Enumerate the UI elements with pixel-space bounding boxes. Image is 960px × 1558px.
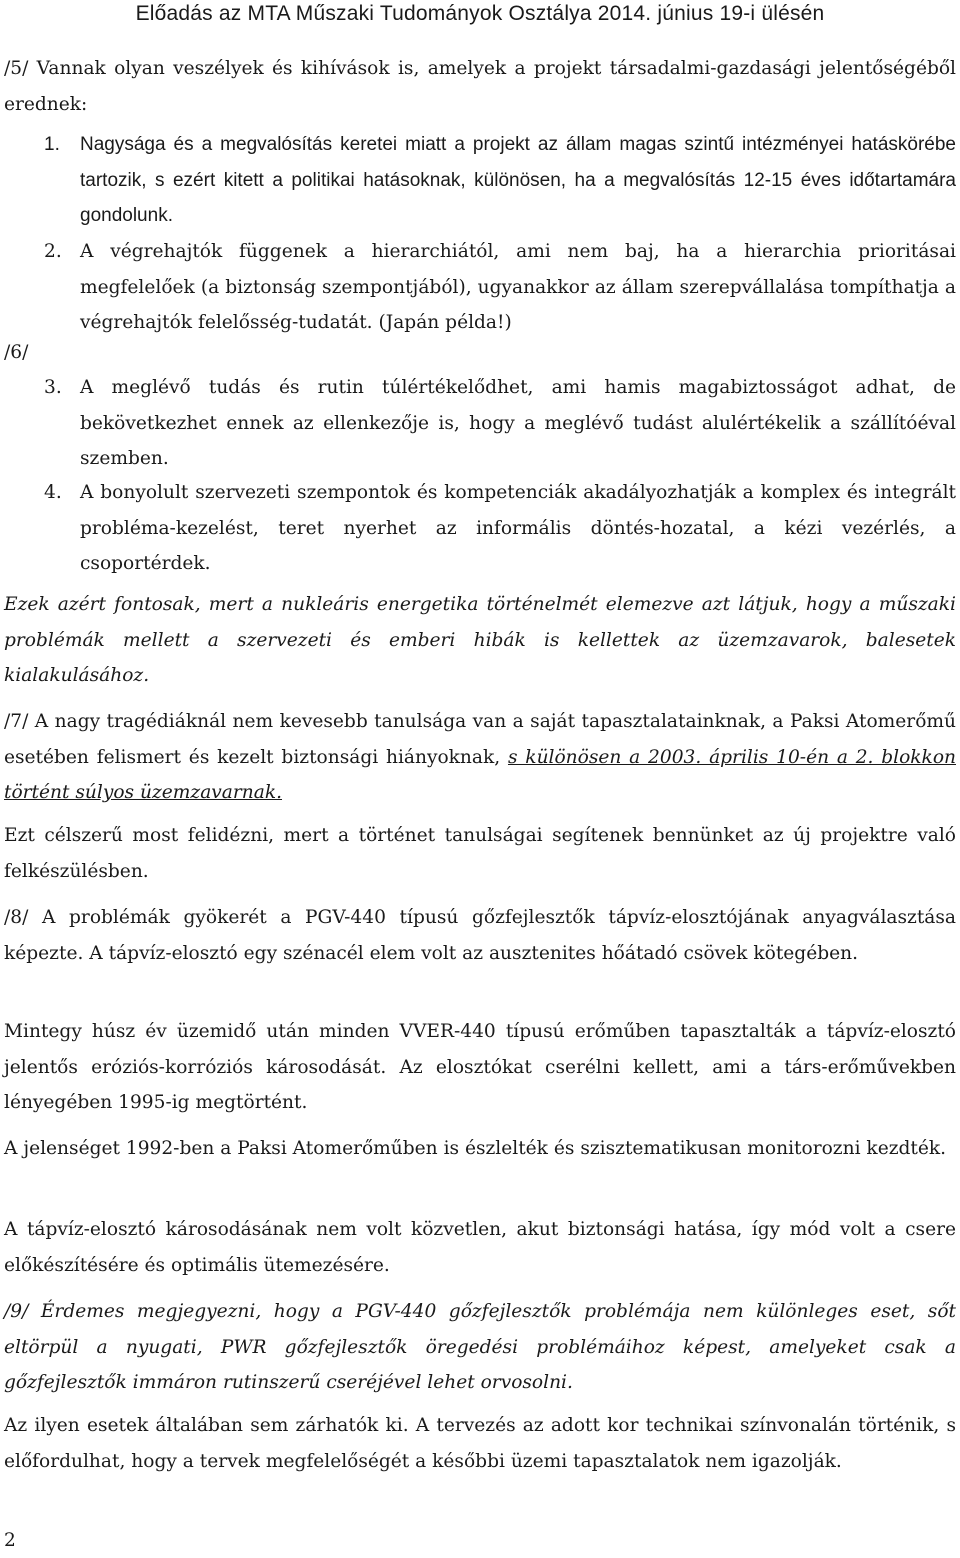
list-text: A meglévő tudás és rutin túlértékelődhet, ami hamis magabiztosságot adhat, de bekövetkezhet ennek az ellenkezője is, hogy a meglévő tudást alulértékelik a szállítóéval szemben. bbox=[80, 377, 956, 469]
list-number: 4. bbox=[44, 482, 62, 503]
page-header: Előadás az MTA Műszaki Tudományok Osztálya 2014. június 19-i ülésén bbox=[135, 2, 825, 25]
paragraph-7 bbox=[4, 704, 956, 811]
paragraph-jelenseg: A jelenséget 1992-ben a Paksi Atomerőműben is észlelték és szisztematikusan monitorozni kezdték. bbox=[4, 1138, 947, 1159]
paragraph-9: /9/ Érdemes megjegyezni, hogy a PGV-440 gőzfejlesztők problémája nem különleges eset, sőt eltörpül a nyugati, PWR gőzfejlesztők öregedési problémáihoz képest, amelyeket csak a gőzfejlesztők immáron rutinszerű cseréjével lehet orvosolni. bbox=[4, 1301, 956, 1393]
section-label-6: /6/ bbox=[4, 342, 29, 363]
list-number: 2. bbox=[44, 241, 62, 262]
paragraph-5: /5/ Vannak olyan veszélyek és kihívások is, amelyek a projekt társadalmi-gazdasági jelentőségéből erednek: bbox=[4, 58, 956, 115]
list-item-4 bbox=[44, 475, 956, 582]
italic-paragraph: Ezek azért fontosak, mert a nukleáris energetika történelmét elemezve azt látjuk, hogy a műszaki problémák mellett a szervezeti és emberi hibák is kellettek az üzemzavarok, balesetek kialakulásához. bbox=[4, 594, 956, 686]
list-number: 1. bbox=[44, 134, 60, 155]
page-number: 2 bbox=[4, 1530, 16, 1551]
paragraph-8: /8/ A problémák gyökerét a PGV-440 típusú gőzfejlesztők tápvíz-elosztójának anyagválasztása képezte. A tápvíz-elosztó egy szénacél elem volt az ausztenites hőátadó csövek kötegében. bbox=[4, 907, 956, 964]
paragraph-tapviz: A tápvíz-elosztó károsodásának nem volt közvetlen, akut biztonsági hatása, így mód volt a csere előkészítésére és optimális ütemezésére. bbox=[4, 1219, 956, 1276]
paragraph-ezt: Ezt célszerű most felidézni, mert a történet tanulságai segítenek bennünket az új projektre való felkészülésben. bbox=[4, 825, 956, 882]
underlined-text: s különösen a 2003. április 10-én a 2. blokkon történt súlyos üzemzavarnak. bbox=[4, 746, 956, 803]
list-item-2 bbox=[44, 234, 956, 341]
list-text: A végrehajtók függenek a hierarchiától, ami nem baj, ha a hierarchia prioritásai megfelelőek (a biztonság szempontjából), ugyanakkor az állam szerepvállalása tompíthatja a végrehajtók felelősség-tudatát. (Japán példa!) bbox=[80, 241, 956, 333]
list-text: Nagysága és a megvalósítás keretei miatt a projekt az állam magas szintű intézményei hatáskörébe tartozik, s ezért kitett a politikai hatásoknak, különösen, ha a megvalósítás 12-15 éves időtartamára gondolunk. bbox=[80, 134, 956, 226]
paragraph-ilyen: Az ilyen esetek általában sem zárhatók ki. A tervezés az adott kor technikai színvonalán történik, s előfordulhat, hogy a tervek megfelelőségét a későbbi üzemi tapasztalatok nem igazolják. bbox=[4, 1415, 956, 1472]
list-item-1 bbox=[44, 127, 956, 234]
paragraph-mintegy: Mintegy húsz év üzemidő után minden VVER-440 típusú erőműben tapasztalták a tápvíz-elosztó jelentős eróziós-korróziós károsodását. Az elosztókat cserélni kellett, ami a társ-erőművekben lényegében 1995-ig megtörtént. bbox=[4, 1021, 956, 1113]
list-number: 3. bbox=[44, 377, 62, 398]
list-text: A bonyolult szervezeti szempontok és kompetenciák akadályozhatják a komplex és integrált probléma-kezelést, teret nyerhet az informális döntés-hozatal, a kézi vezérlés, a csoportérdek. bbox=[80, 482, 956, 574]
paragraph-7-text: /7/ A nagy tragédiáknál nem kevesebb tanulsága van a saját tapasztalatainknak, a Paksi Atomerőmű esetében felismert és kezelt biztonsági hiányoknak, bbox=[4, 711, 956, 768]
list-item-3 bbox=[44, 370, 956, 477]
